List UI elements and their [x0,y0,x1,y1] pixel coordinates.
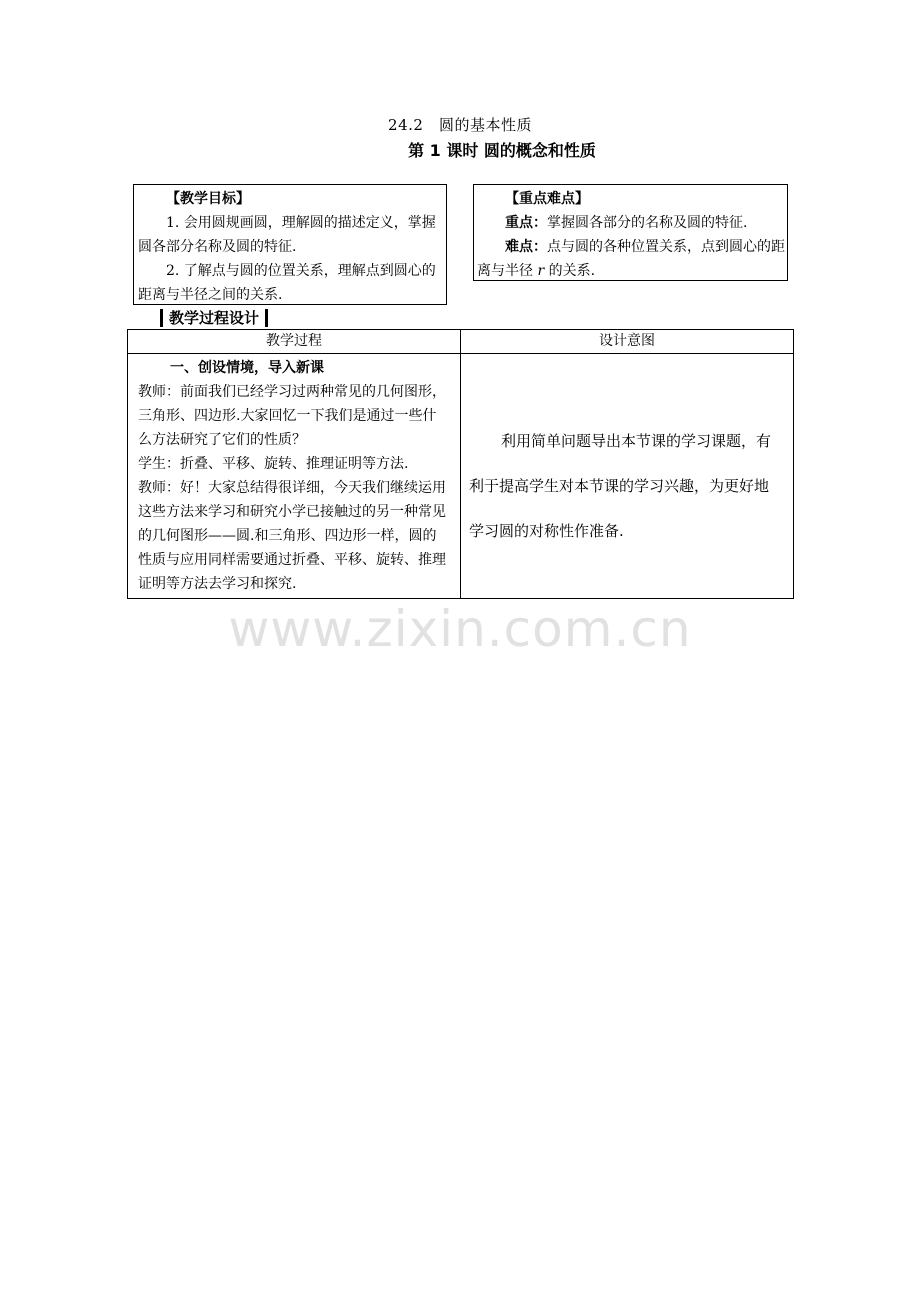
intent-text: 利用简单问题导出本节课的学习课题，有利于提高学生对本节课的学习兴趣，为更好地学习圆的对称性作准备. [469,432,772,540]
difficult-point [477,235,787,283]
column-header-process: 教学过程 [128,330,461,354]
watermark: www.zixin.com.cn [228,600,692,658]
process-design-label: 教学过程设计 [169,309,260,327]
difficult-point-text-b: 的关系. [544,263,596,279]
process-paragraph-2: 学生：折叠、平移、旋转、推理证明等方法. [138,456,409,472]
goal-item-1: 1. 会用圆规画圆，理解圆的描述定义，掌握圆各部分名称及圆的特征. [138,215,436,255]
difficult-point-label: 难点： [505,239,547,255]
heading-bar-right [265,309,268,327]
process-table [127,329,794,599]
radius-variable: r [537,263,545,279]
intent-cell [461,354,794,599]
goal-item-2: 2. 了解点与圆的位置关系，理解点到圆心的距离与半径之间的关系. [138,263,436,303]
difficult-point-text-a: 点与圆的各种位置关系，点到圆心的距离与半径 [477,239,785,279]
key-difficulty-box [473,184,788,281]
table-row [128,354,794,599]
process-subheading: 一、创设情境，导入新课 [170,360,324,376]
section-title: 24.2 圆的基本性质 [388,116,532,134]
process-body [138,380,450,596]
process-paragraph-1: 教师：前面我们已经学习过两种常见的几何图形，三角形、四边形.大家回忆一下我们是通过一些什么方法研究了它们的性质？ [138,384,446,448]
key-point-label: 重点： [505,215,547,231]
process-cell [128,354,461,599]
lesson-title: 第 1 课时 圆的概念和性质 [408,141,596,160]
key-point-text: 掌握圆各部分的名称及圆的特征. [547,215,748,231]
table-header-row [128,330,794,354]
process-design-heading [160,307,268,328]
key-difficulty-heading: 【重点难点】 [505,191,589,207]
teaching-goals-box [133,184,447,305]
key-point [477,211,787,235]
heading-bar-left [160,309,163,327]
teaching-goals-heading: 【教学目标】 [166,191,250,207]
column-header-intent: 设计意图 [461,330,794,354]
process-paragraph-3: 教师：好！大家总结得很详细，今天我们继续运用这些方法来学习和研究小学已接触过的另一种常见的几何图形——圆.和三角形、四边形一样，圆的性质与应用同样需要通过折叠、平移、旋转、推理证明等方法去学习和探究. [138,480,446,592]
